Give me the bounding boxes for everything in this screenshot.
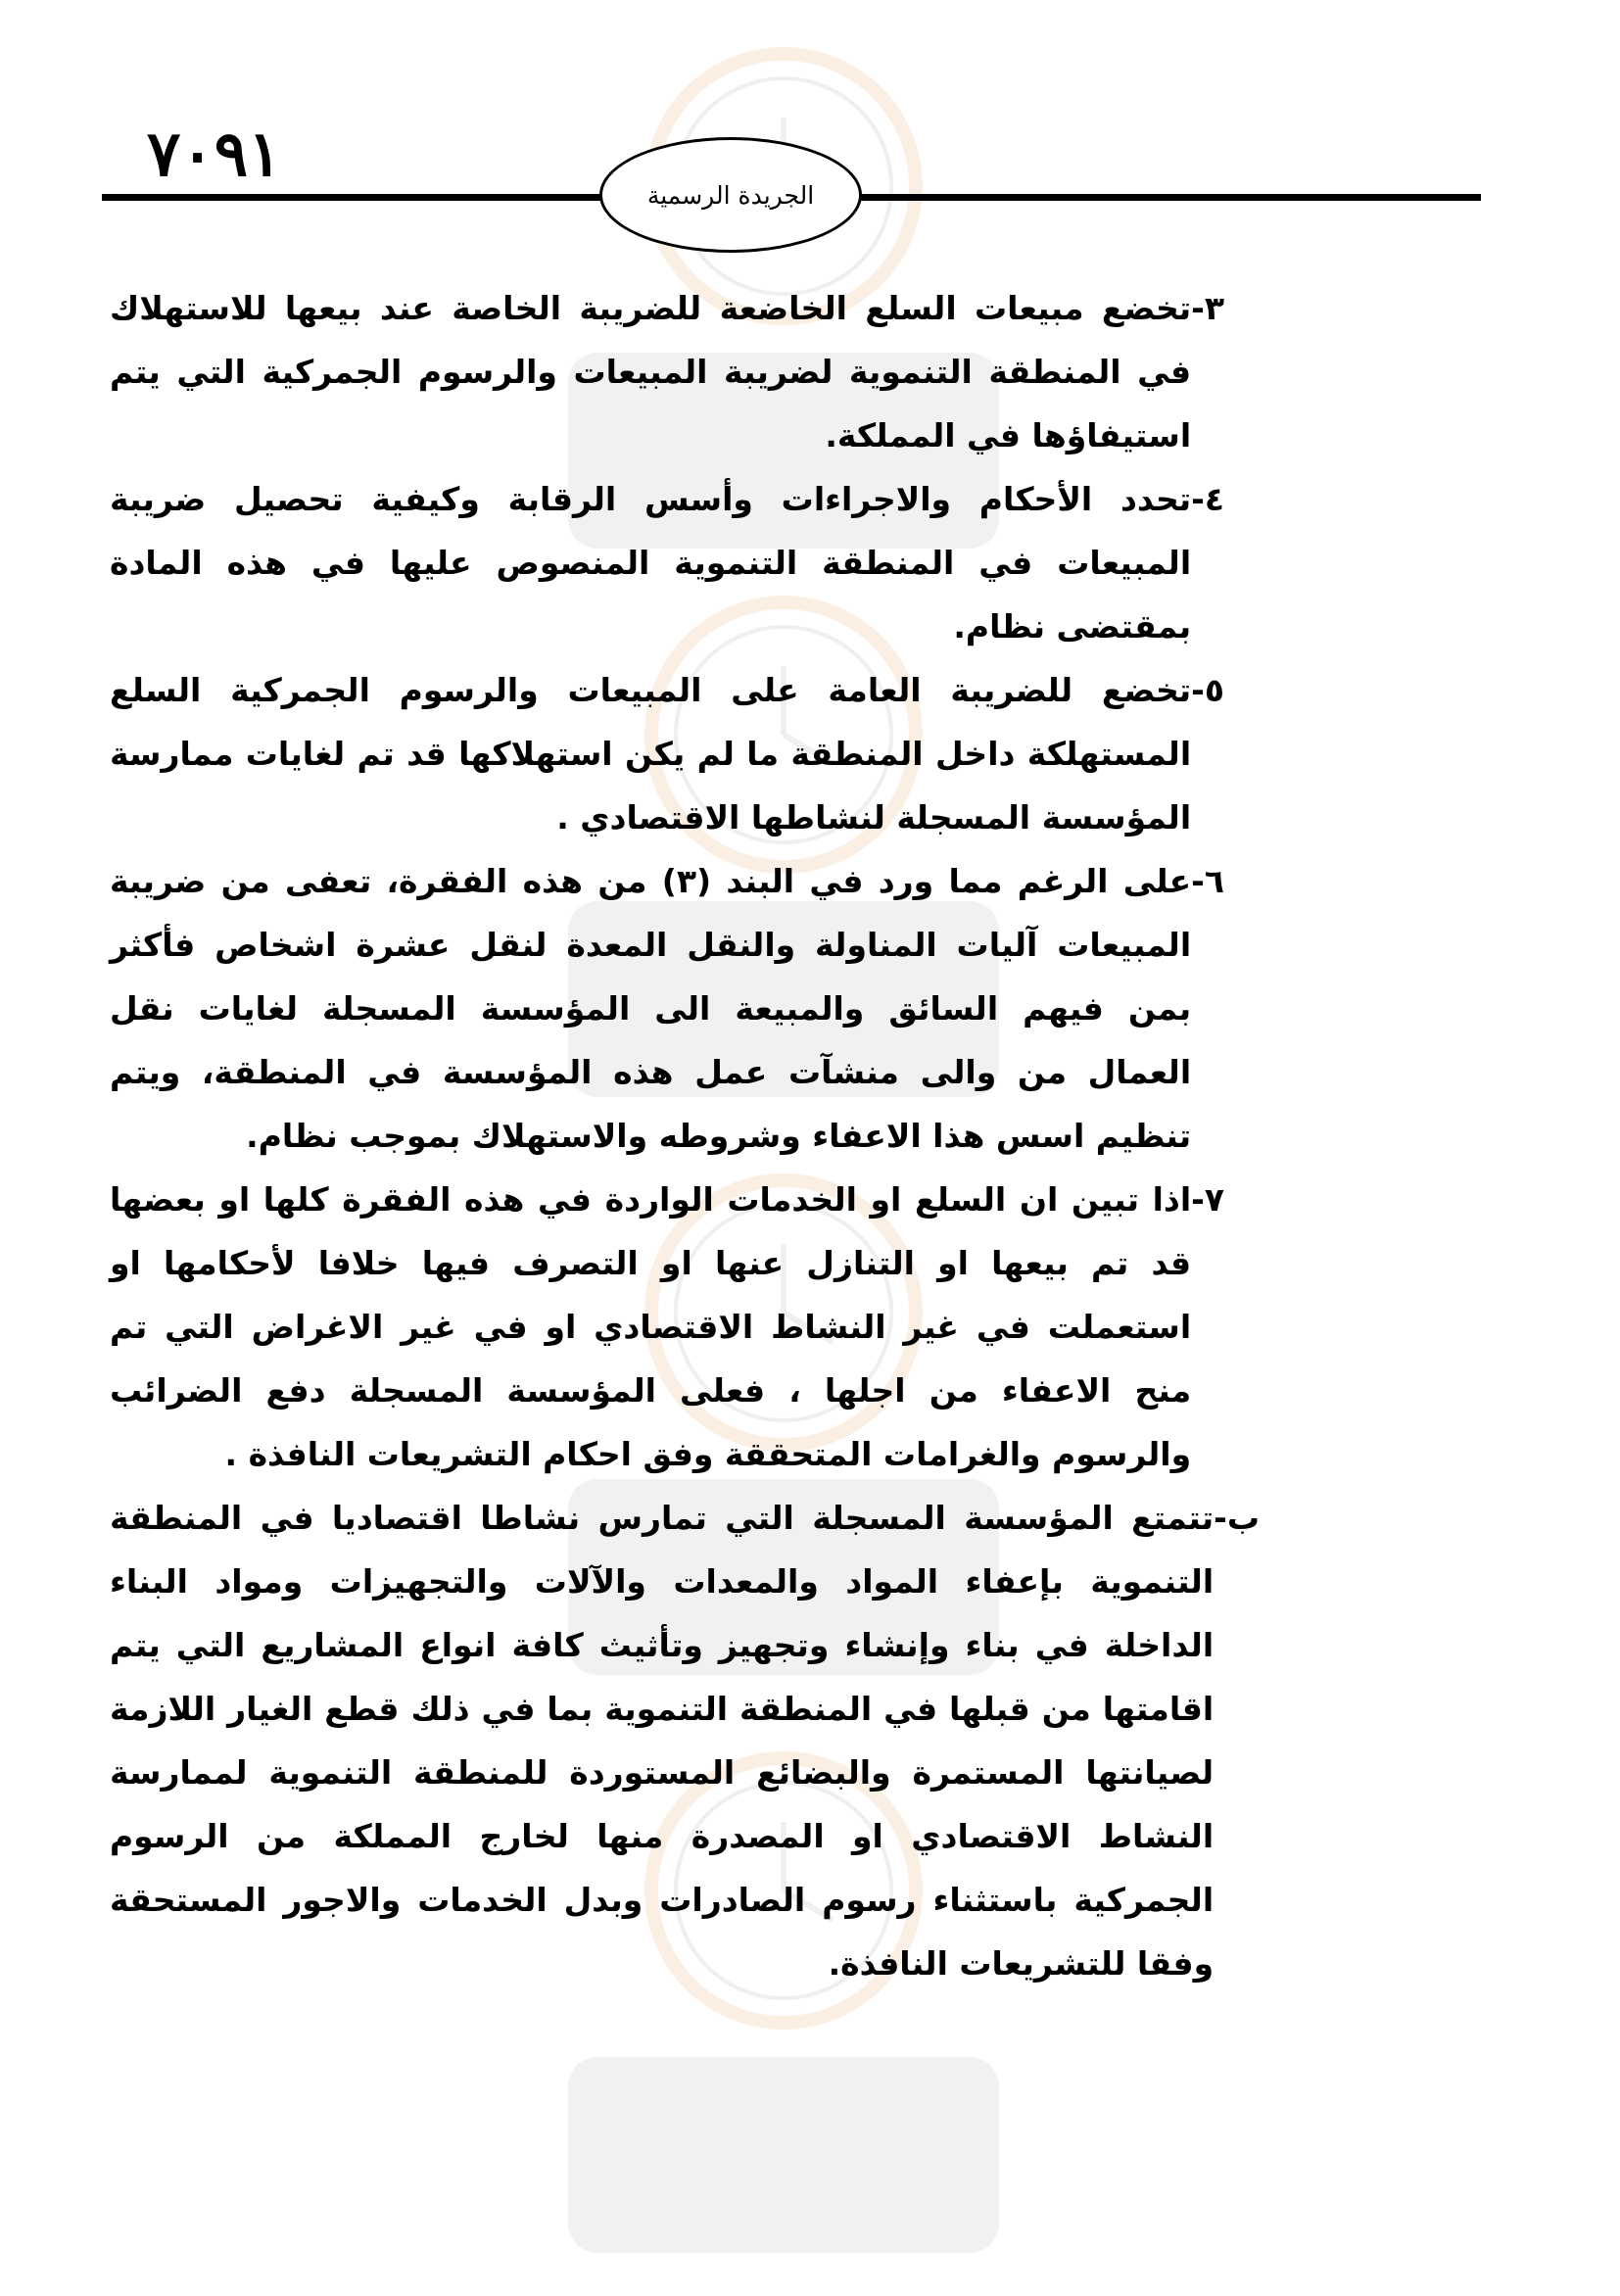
clause-text: تحدد الأحكام والاجراءات وأسس الرقابة وكيفية تحصيل ضريبة المبيعات في المنطقة التنموية المنصوص عليها في هذه المادة بمقتضى نظام. (110, 480, 1192, 646)
clause-text: اذا تبين ان السلع او الخدمات الواردة في هذه الفقرة كلها او بعضها قد تم بيعها او التنازل عنها او التصرف فيها خلافا لأحكامها او استعملت في غير النشاط الاقتصادي او في غير الاغراض التي تم منح الاعفاء من اجلها ، فعلى المؤسسة المسجلة دفع الضرائب والرسوم والغرامات المتحققة وفق احكام التشريعات النافذة . (110, 1180, 1192, 1473)
document-body (110, 276, 1260, 1995)
clause-text: تخضع للضريبة العامة على المبيعات والرسوم الجمركية السلع المستهلكة داخل المنطقة ما لم يكن استهلاكها قد تم لغايات ممارسة المؤسسة المسجلة لنشاطها الاقتصادي . (110, 671, 1192, 837)
clause-number: ٦- (1191, 862, 1224, 900)
clause-item (110, 1168, 1224, 1486)
clause-item (110, 658, 1224, 849)
clause-number: ٧- (1191, 1180, 1224, 1219)
clause-number: ٥- (1191, 671, 1224, 709)
clause-item (110, 849, 1224, 1168)
clause-text: على الرغم مما ورد في البند (٣) من هذه الفقرة، تعفى من ضريبة المبيعات آليات المناولة والنقل المعدة لنقل عشرة اشخاص فأكثر بمن فيهم السائق والمبيعة الى المؤسسة المسجلة لغايات نقل العمال من والى منشآت عمل هذه المؤسسة في المنطقة، ويتم تنظيم اسس هذا الاعفاء وشروطه والاستهلاك بموجب نظام. (110, 862, 1192, 1155)
clause-item (110, 467, 1224, 658)
gazette-title-oval (599, 137, 862, 253)
paragraph-item (110, 1486, 1260, 1995)
clause-number: ٤- (1191, 480, 1224, 518)
gazette-title: الجريدة الرسمية (646, 180, 815, 210)
clause-item (110, 276, 1224, 467)
clause-text: تخضع مبيعات السلع الخاضعة للضريبة الخاصة عند بيعها للاستهلاك في المنطقة التنموية لضريبة المبيعات والرسوم الجمركية التي يتم استيفاؤها في المملكة. (110, 289, 1192, 454)
clause-number: ٣- (1191, 289, 1224, 327)
paragraph-text: تتمتع المؤسسة المسجلة التي تمارس نشاطا اقتصاديا في المنطقة التنموية بإعفاء المواد والمعدات والآلات والتجهيزات ومواد البناء الداخلة في بناء وإنشاء وتجهيز وتأثيث كافة انواع المشاريع التي يتم اقامتها من قبلها في المنطقة التنموية بما في ذلك قطع الغيار اللازمة لصيانتها المستمرة والبضائع المستوردة للمنطقة التنموية لممارسة النشاط الاقتصادي او المصدرة منها لخارج المملكة من الرسوم الجمركية باستثناء رسوم الصادرات وبدل الخدمات والاجور المستحقة وفقا للتشريعات النافذة. (110, 1499, 1215, 1983)
paragraph-letter: ب- (1214, 1499, 1260, 1537)
page-number: ٧٠٩١ (147, 118, 282, 191)
